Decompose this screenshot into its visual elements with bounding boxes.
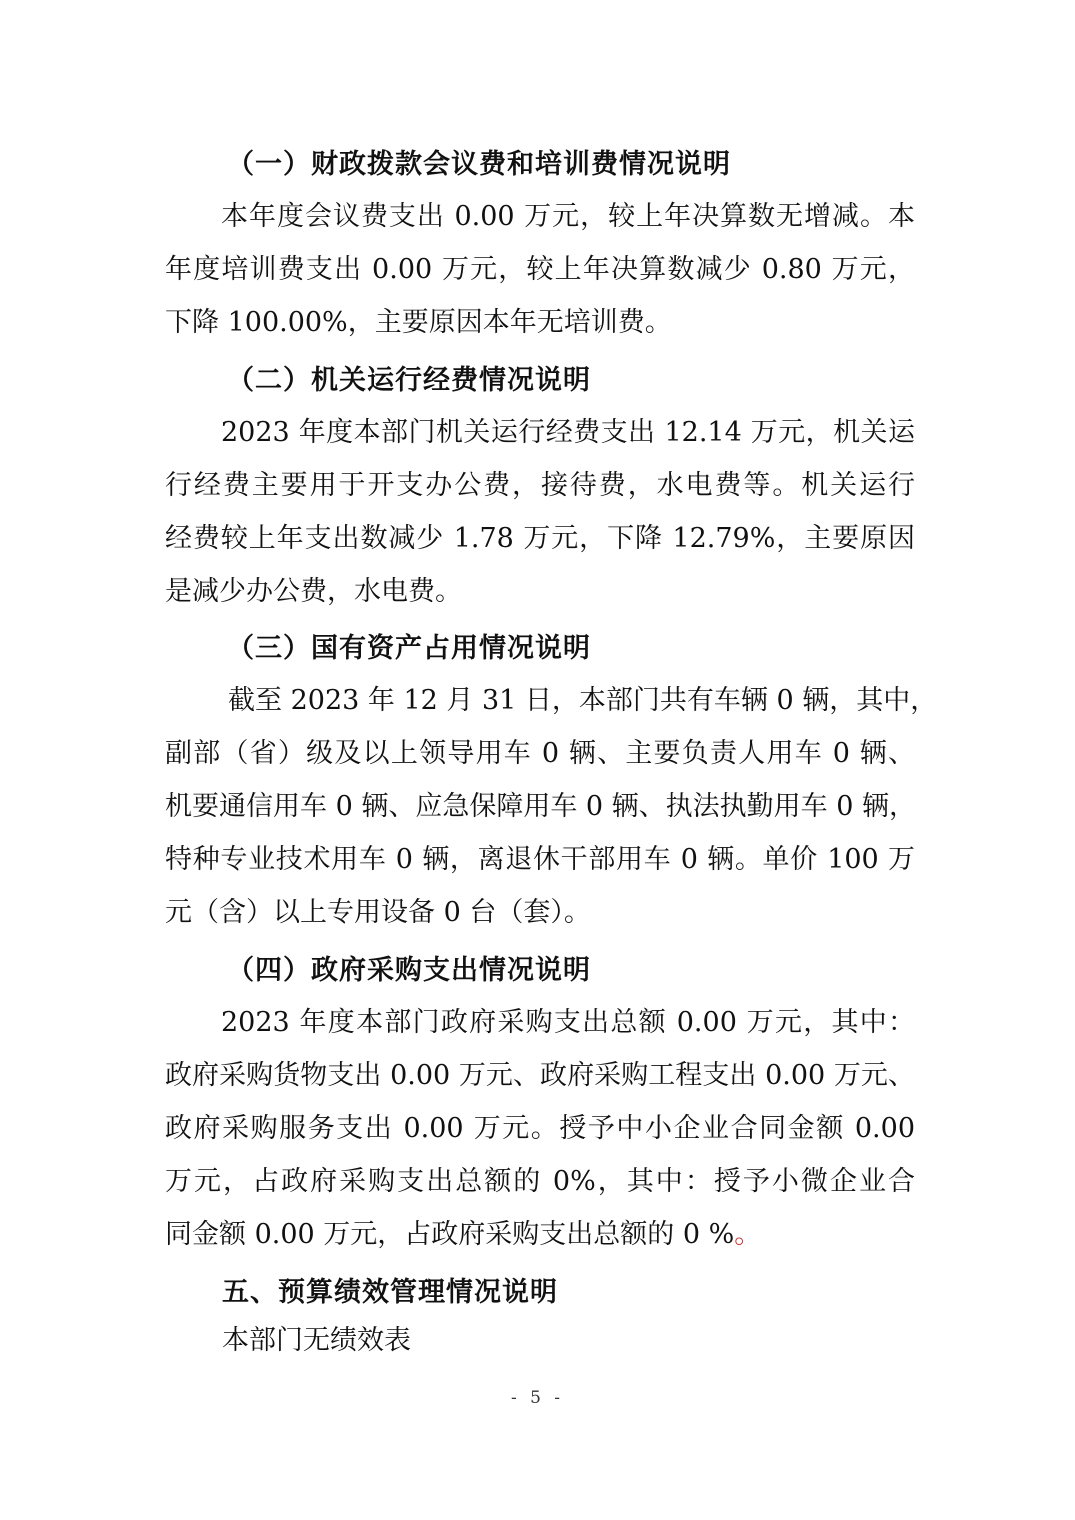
paragraph-line: 副部（省）级及以上领导用车 0 辆、主要负责人用车 0 辆、 [165, 738, 915, 769]
paragraph-government-procurement [165, 996, 915, 1261]
section-heading-meeting-training-fees: （一）财政拨款会议费和培训费情况说明 [227, 149, 731, 180]
paragraph-line: 2023 年度本部门机关运行经费支出 12.14 万元，机关运 [221, 417, 915, 448]
section-heading-government-procurement: （四）政府采购支出情况说明 [227, 955, 591, 986]
paragraph-line: 本年度会议费支出 0.00 万元，较上年决算数无增减。本 [221, 201, 915, 232]
paragraph-state-assets [165, 674, 938, 939]
paragraph-line: 政府采购货物支出 0.00 万元、政府采购工程支出 0.00 万元、 [165, 1060, 915, 1091]
paragraph-line: 本部门无绩效表 [222, 1325, 411, 1356]
chapter-heading-performance-management: 五、预算绩效管理情况说明 [222, 1277, 558, 1308]
paragraph-line: 下降 100.00%，主要原因本年无培训费。 [165, 307, 672, 338]
paragraph-line: 经费较上年支出数减少 1.78 万元，下降 12.79%，主要原因 [165, 523, 915, 554]
page-number: - 5 - [510, 1388, 565, 1408]
paragraph-line: 特种专业技术用车 0 辆，离退休干部用车 0 辆。单价 100 万 [165, 844, 915, 875]
paragraph-line [165, 1208, 915, 1261]
paragraph-line: 是减少办公费，水电费。 [165, 576, 462, 607]
paragraph-line: 机要通信用车 0 辆、应急保障用车 0 辆、执法执勤用车 0 辆， [165, 791, 917, 822]
paragraph-line: 截至 2023 年 12 月 31 日，本部门共有车辆 0 辆，其中， [228, 685, 938, 716]
trailing-period-mark: 。 [734, 1219, 762, 1250]
paragraph-line: 万元，占政府采购支出总额的 0%，其中：授予小微企业合 [165, 1166, 915, 1197]
paragraph-line: 元（含）以上专用设备 0 台（套）。 [165, 897, 591, 928]
paragraph-line: 政府采购服务支出 0.00 万元。授予中小企业合同金额 0.00 [165, 1113, 915, 1144]
paragraph-line: 行经费主要用于开支办公费，接待费，水电费等。机关运行 [165, 470, 915, 501]
paragraph-performance-management [222, 1314, 972, 1367]
paragraph-operating-expenses [165, 406, 915, 618]
paragraph-line-text: 同金额 0.00 万元，占政府采购支出总额的 0 % [165, 1219, 735, 1250]
section-heading-state-assets: （三）国有资产占用情况说明 [227, 633, 591, 664]
section-heading-operating-expenses: （二）机关运行经费情况说明 [227, 365, 591, 396]
paragraph-meeting-training-fees [165, 190, 915, 349]
paragraph-line: 2023 年度本部门政府采购支出总额 0.00 万元，其中： [221, 1007, 915, 1038]
paragraph-line: 年度培训费支出 0.00 万元，较上年决算数减少 0.80 万元， [165, 254, 915, 285]
